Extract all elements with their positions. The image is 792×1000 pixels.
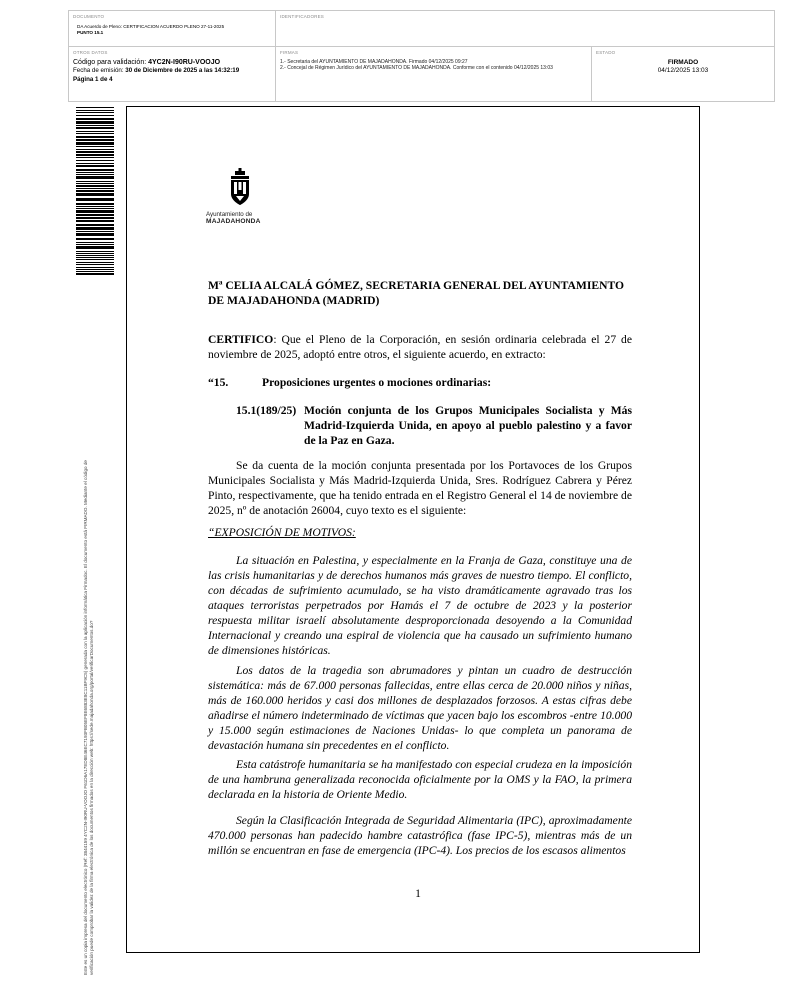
estado-text [592, 59, 774, 75]
point-15-number: “15. [208, 376, 229, 389]
document-metadata-header [68, 10, 775, 102]
exposicion-heading: “EXPOSICIÓN DE MOTIVOS: [208, 526, 356, 539]
barcode-bar [76, 214, 114, 216]
codigo-label: Código para validación: [73, 59, 149, 66]
documento-line2: PUNTO 15.1 [77, 30, 104, 35]
otros-datos-cell [69, 47, 276, 101]
barcode-bar [76, 188, 114, 189]
barcode-bar [76, 255, 114, 256]
barcode-bar [76, 246, 114, 249]
estado-cell [592, 47, 774, 101]
side-text-line2: verificación puede comprobar la validez de la firma electrónica de los documentos firmados en la dirección web: https://sede.majadahonda.org/portal/verificarDocumentos.do? [88, 620, 94, 975]
barcode-bar [76, 125, 114, 126]
barcode-bar [76, 271, 114, 272]
barcode-bar [76, 238, 114, 240]
barcode-bar [76, 176, 114, 179]
barcode-bar [76, 118, 114, 120]
otros-datos-label: OTROS DATOS [73, 50, 108, 55]
verification-side-text [83, 295, 97, 975]
barcode-bar [76, 210, 114, 213]
barcode-bar [76, 244, 114, 245]
barcode-bar [76, 257, 114, 258]
barcode-bar [76, 174, 114, 175]
barcode-bar [76, 136, 114, 138]
barcode-bar [76, 149, 114, 150]
motivos-paragraph-1: La situación en Palestina, y especialmente en la Franja de Gaza, constituye una de las crisis humanitarias y de derechos humanos más graves de nuestro tiempo. El conflicto, con décadas de sufrimiento acumulado, se ha visto dramáticamente agravado tras los ataques terroristas perpetrados por Hamás el 7 de octubre de 2023 y la posterior respuesta militar israelí absolutamente desproporcionada desoyendo a la Comunidad Internacional y creando una espiral de violencia que ha causado un sufrimiento humano de dimensiones históricas. [208, 554, 632, 657]
barcode-bar [76, 198, 114, 201]
otros-datos-text [73, 59, 239, 84]
barcode-bar [76, 172, 114, 173]
point-15-1-number: 15.1(189/25) [236, 404, 297, 417]
barcode-bar [76, 264, 114, 265]
firma-1: 1.- Secretaria del AYUNTAMIENTO DE MAJADAHONDA. Firmado 04/12/2025 09:27 [280, 59, 468, 65]
document-title: Mª CELIA ALCALÁ GÓMEZ, SECRETARIA GENERAL DEL AYUNTAMIENTO DE MAJADAHONDA (MADRID) [208, 279, 624, 307]
certifico-text: : Que el Pleno de la Corporación, en sesión ordinaria celebrada el 27 de noviembre de 2025, adoptó entre otros, el siguiente acuerdo, en extracto: [208, 333, 632, 361]
barcode-bar [76, 115, 114, 116]
barcode-bar [76, 139, 114, 141]
identificadores-cell [276, 11, 774, 47]
barcode-bar [76, 142, 114, 145]
barcode-bar [76, 231, 114, 232]
barcode-bar [76, 169, 114, 171]
barcode-bar [76, 269, 114, 270]
identificadores-label: IDENTIFICADORES [280, 14, 325, 19]
fecha-label: Fecha de emisión: [73, 67, 126, 75]
barcode-bar [76, 259, 114, 260]
barcode-bar [76, 163, 114, 164]
barcode-bar [76, 110, 114, 111]
barcode-bar [76, 190, 114, 192]
estado-fecha: 04/12/2025 13:03 [657, 67, 709, 74]
barcode-bar [76, 203, 114, 205]
documento-label: DOCUMENTO [73, 14, 105, 19]
point-15-heading [208, 375, 632, 390]
barcode-bar [76, 160, 114, 161]
barcode-bar [76, 183, 114, 184]
barcode-bar [76, 220, 114, 222]
barcode-bar [76, 157, 114, 158]
documento-cell [69, 11, 276, 47]
firmas-text [280, 59, 588, 72]
ayuntamiento-logo [206, 168, 276, 225]
estado-value: FIRMADO [667, 59, 699, 66]
barcode-bar [76, 121, 114, 124]
barcode-bar [76, 107, 114, 108]
page-number: 1 [415, 887, 421, 900]
codigo-value: 4YC2N-I90RU-VOOJO [148, 59, 221, 66]
barcode-bar [76, 133, 114, 134]
firmas-label: FIRMAS [280, 50, 299, 55]
pagina-text: Página 1 de 4 [73, 75, 113, 83]
barcode-bar [76, 217, 114, 219]
side-text-line1: Este es un copia impresa del documento electrónico (Ref: 3844159 4YC2N-I90RU-VOOJO F61D6A17ED8E46EC7193FB05EF8E6883E8C11BF9C5) generada con la aplicación informática Firmadoc. El documento está FIRMADO. Mediante el código de [83, 460, 88, 975]
fecha-value: 30 de Diciembre de 2025 a las 14:32:19 [125, 67, 240, 75]
firma-2: 2.- Concejal de Régimen Jurídico del AYUNTAMIENTO DE MAJADAHONDA. Conforme con el contenido 04/12/2025 13:03 [280, 65, 553, 72]
estado-label: ESTADO [596, 50, 616, 55]
barcode-bar [76, 227, 114, 230]
barcode-bar [76, 131, 114, 132]
barcode-bar [76, 267, 114, 268]
barcode-bar [76, 193, 114, 196]
certifico-label: CERTIFICO [208, 333, 274, 346]
barcode-bar [76, 112, 114, 113]
documento-text [77, 24, 224, 36]
coat-of-arms-icon [228, 168, 252, 208]
barcode-bar [76, 273, 114, 275]
motivos-paragraph-2: Los datos de la tragedia son abrumadores y pintan un cuadro de destrucción sistemática: más de 67.000 personas fallecidas, entre ellas cerca de 20.000 niños y niñas, más de 160.000 heridos y casi dos millones de desplazados forzosos. A estas cifras debe añadirse el número indeterminado de víctimas que yacen bajo los escombros -entre 10.000 y 15.000 según estimaciones de Naciones Unidas- lo que completa un panorama de devastación humana sin precedentes en el conflicto. [208, 664, 632, 752]
certifico-paragraph [208, 332, 632, 362]
point-15-title: Proposiciones urgentes o mociones ordinarias: [262, 376, 492, 389]
barcode-bar [76, 151, 114, 153]
logo-line1: Ayuntamiento de [206, 211, 253, 218]
barcode-bar [76, 185, 114, 187]
barcode-bar [76, 242, 114, 243]
barcode-bar [76, 262, 114, 263]
firmas-cell [276, 47, 592, 101]
barcode-bar [76, 181, 114, 182]
barcode-bar [76, 251, 114, 252]
documento-line1: DA Acuerdo de Pleno: CERTIFICACION ACUERDO PLENO 27-11-2025 [77, 24, 225, 29]
barcode-icon [76, 107, 114, 275]
logo-line2: MAJADAHONDA [206, 218, 261, 225]
barcode-bar [76, 146, 114, 147]
barcode-bar [76, 127, 114, 129]
barcode-bar [76, 165, 114, 167]
point-15-1-title: Moción conjunta de los Grupos Municipales Socialista y Más Madrid-Izquierda Unida, en apoyo al pueblo palestino y a favor de la Paz en Gaza. [304, 404, 632, 447]
barcode-bar [76, 233, 114, 236]
barcode-bar [76, 154, 114, 156]
motivos-paragraph-4: Según la Clasificación Integrada de Seguridad Alimentaria (IPC), aproximadamente 470.000 personas han padecido hambre catastrófica (fase IPC-5), mientras más de un millón se encuentran en fase de emergencia (IPC-4). Los precios de los escasos alimentos [208, 814, 632, 857]
se-da-cuenta-paragraph: Se da cuenta de la moción conjunta presentada por los Portavoces de los Grupos Municipales Socialista y Más Madrid-Izquierda Unida, Sres. Rodríguez Cabrera y Pérez Pinto, respectivamente, que ha tenido entrada en el Registro General el 14 de noviembre de 2025, nº de anotación 26004, cuyo texto es el siguiente: [208, 459, 632, 517]
barcode-bar [76, 253, 114, 254]
motivos-paragraph-3: Esta catástrofe humanitaria se ha manifestado con especial crudeza en la imposición de una hambruna generalizada reconocida oficialmente por la OMS y la FAO, la primera declarada en la historia de Oriente Medio. [208, 758, 632, 801]
barcode-bar [76, 224, 114, 226]
barcode-bar [76, 206, 114, 207]
barcode-bar [76, 208, 114, 209]
